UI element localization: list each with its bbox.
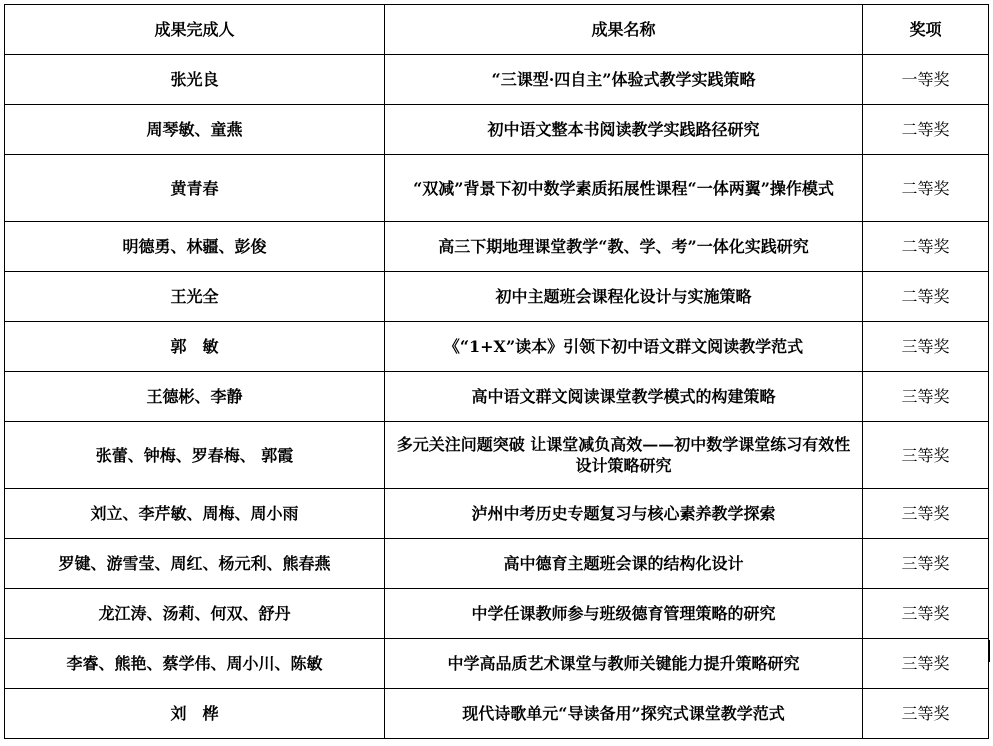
table-row bbox=[5, 322, 989, 372]
edge-cursor-mark bbox=[988, 640, 990, 662]
cell-award: 二等奖 bbox=[863, 272, 989, 322]
table-row bbox=[5, 372, 989, 422]
cell-title: 多元关注问题突破 让课堂减负高效——初中数学课堂练习有效性设计策略研究 bbox=[385, 422, 863, 489]
table-row bbox=[5, 489, 989, 539]
table-row bbox=[5, 155, 989, 222]
cell-title: 初中语文整本书阅读教学实践路径研究 bbox=[385, 105, 863, 155]
cell-title: 现代诗歌单元“导读备用”探究式课堂教学范式 bbox=[385, 689, 863, 739]
cell-award: 三等奖 bbox=[863, 539, 989, 589]
cell-title: 初中主题班会课程化设计与实施策略 bbox=[385, 272, 863, 322]
cell-award: 一等奖 bbox=[863, 55, 989, 105]
table-row bbox=[5, 105, 989, 155]
cell-award: 二等奖 bbox=[863, 222, 989, 272]
cell-title: 高中德育主题班会课的结构化设计 bbox=[385, 539, 863, 589]
table-row bbox=[5, 589, 989, 639]
table-row bbox=[5, 272, 989, 322]
cell-title: “双减”背景下初中数学素质拓展性课程“一体两翼”操作模式 bbox=[385, 155, 863, 222]
header-person: 成果完成人 bbox=[5, 5, 385, 55]
cell-award: 三等奖 bbox=[863, 639, 989, 689]
cell-person: 明德勇、林疆、彭俊 bbox=[5, 222, 385, 272]
cell-award: 三等奖 bbox=[863, 489, 989, 539]
cell-title: 《“1+X”读本》引领下初中语文群文阅读教学范式 bbox=[385, 322, 863, 372]
cell-award: 二等奖 bbox=[863, 105, 989, 155]
header-title: 成果名称 bbox=[385, 5, 863, 55]
cell-title: 高三下期地理课堂教学“教、学、考”一体化实践研究 bbox=[385, 222, 863, 272]
table-row bbox=[5, 222, 989, 272]
cell-person: 龙江涛、汤莉、何双、舒丹 bbox=[5, 589, 385, 639]
cell-person: 周琴敏、童燕 bbox=[5, 105, 385, 155]
cell-award: 三等奖 bbox=[863, 689, 989, 739]
cell-person: 王德彬、李静 bbox=[5, 372, 385, 422]
awards-table bbox=[4, 4, 989, 739]
cell-award: 二等奖 bbox=[863, 155, 989, 222]
cell-title: 中学任课教师参与班级德育管理策略的研究 bbox=[385, 589, 863, 639]
table-row bbox=[5, 689, 989, 739]
cell-title: “三课型·四自主”体验式教学实践策略 bbox=[385, 55, 863, 105]
cell-person: 刘立、李芹敏、周梅、周小雨 bbox=[5, 489, 385, 539]
header-row bbox=[5, 5, 989, 55]
table-row bbox=[5, 639, 989, 689]
cell-title: 高中语文群文阅读课堂教学模式的构建策略 bbox=[385, 372, 863, 422]
cell-person: 罗键、游雪莹、周红、杨元利、熊春燕 bbox=[5, 539, 385, 589]
cell-person: 黄青春 bbox=[5, 155, 385, 222]
table-row bbox=[5, 539, 989, 589]
cell-person: 李睿、熊艳、蔡学伟、周小川、陈敏 bbox=[5, 639, 385, 689]
cell-person: 刘 桦 bbox=[5, 689, 385, 739]
cell-title: 泸州中考历史专题复习与核心素养教学探索 bbox=[385, 489, 863, 539]
cell-award: 三等奖 bbox=[863, 589, 989, 639]
cell-person: 郭 敏 bbox=[5, 322, 385, 372]
cell-person: 张蕾、钟梅、罗春梅、 郭霞 bbox=[5, 422, 385, 489]
cell-title: 中学高品质艺术课堂与教师关键能力提升策略研究 bbox=[385, 639, 863, 689]
cell-award: 三等奖 bbox=[863, 322, 989, 372]
cell-award: 三等奖 bbox=[863, 422, 989, 489]
header-award: 奖项 bbox=[863, 5, 989, 55]
table-row bbox=[5, 55, 989, 105]
cell-person: 王光全 bbox=[5, 272, 385, 322]
cell-person: 张光良 bbox=[5, 55, 385, 105]
cell-award: 三等奖 bbox=[863, 372, 989, 422]
table-row bbox=[5, 422, 989, 489]
